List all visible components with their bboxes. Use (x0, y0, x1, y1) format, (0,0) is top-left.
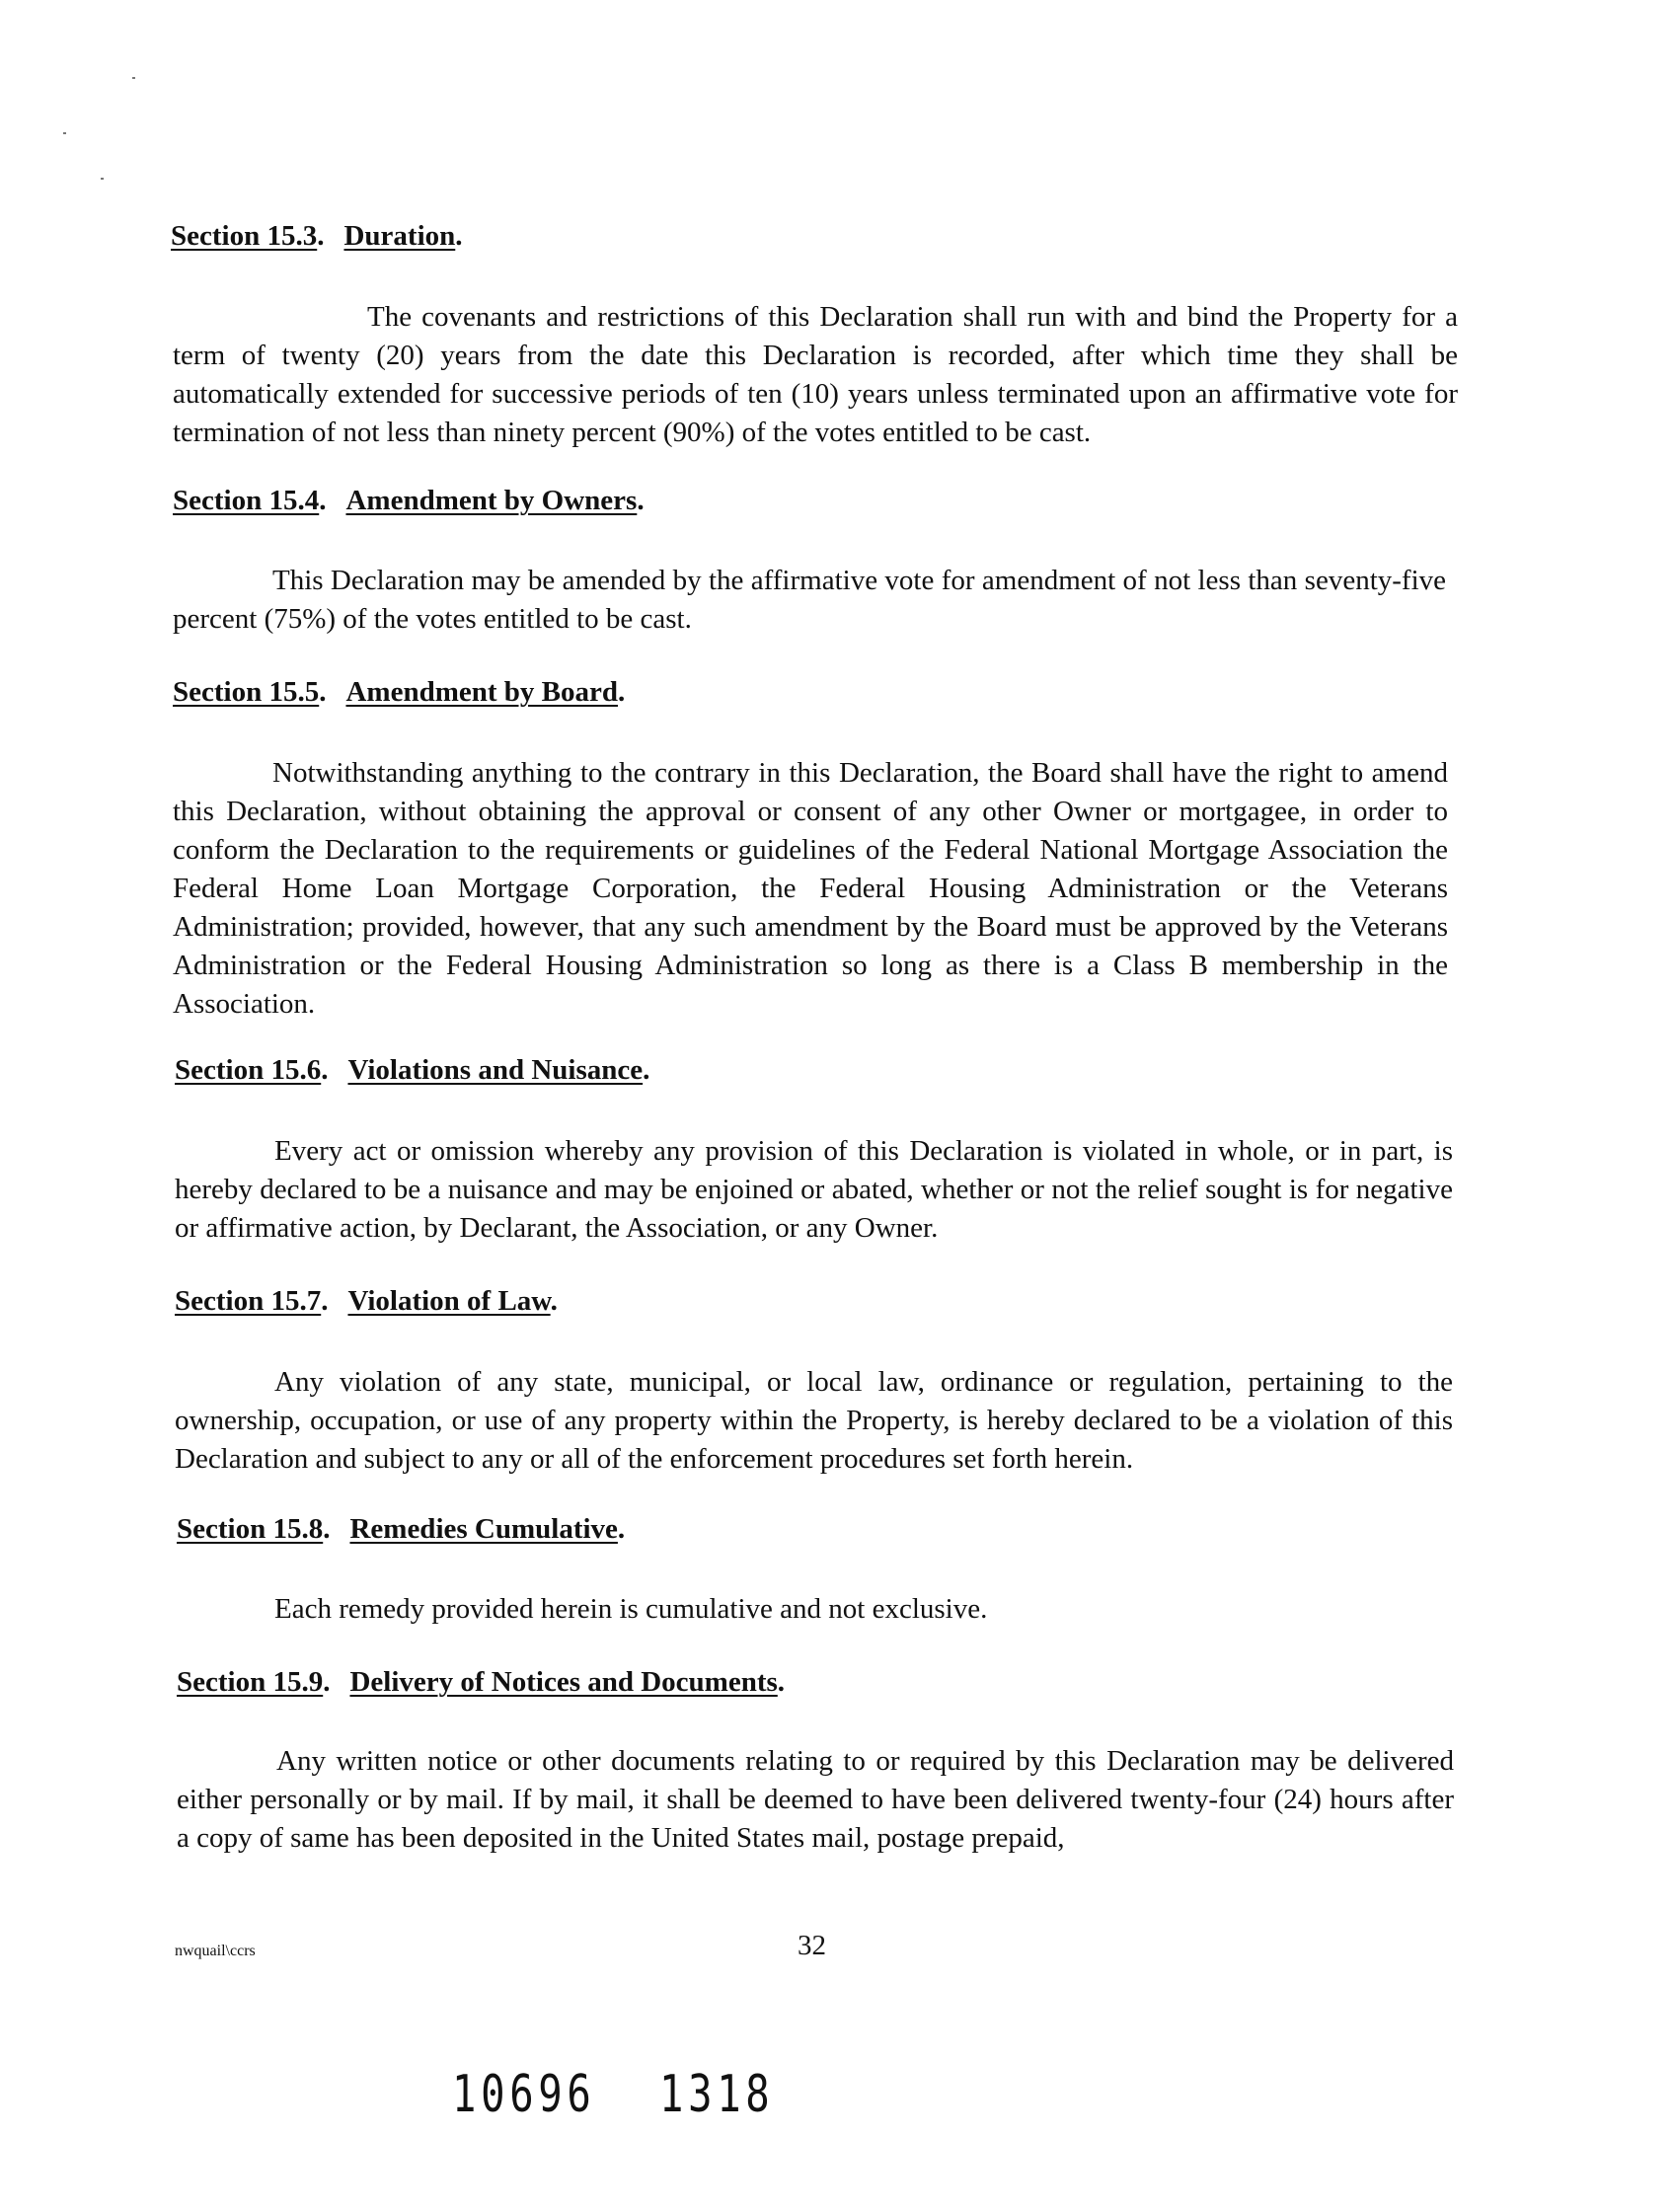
section-heading: Section 15.7. Violation of Law. (175, 1285, 558, 1317)
section-number: Section 15.4 (173, 485, 320, 516)
section-heading: Section 15.9. Delivery of Notices and Documents. (177, 1666, 786, 1698)
scan-speck (101, 178, 104, 180)
section-title: Amendment by Owners (345, 485, 638, 516)
recording-stamp-book: 10696 (452, 2065, 596, 2124)
section-title: Violations and Nuisance (347, 1054, 644, 1086)
section-body (177, 1742, 1454, 1858)
section-number: Section 15.9 (177, 1666, 324, 1698)
section-title: Remedies Cumulative (349, 1513, 618, 1545)
scan-speck (63, 132, 66, 134)
section-heading: Section 15.6. Violations and Nuisance. (175, 1054, 650, 1086)
scan-speck (132, 77, 135, 79)
section-heading: Section 15.3. Duration. (171, 220, 463, 252)
section-body (173, 298, 1458, 452)
section-text: The covenants and restrictions of this Declaration shall run with and bind the Property for a term of twenty (20) years from the date this Declaration is recorded, after which time they shall be automatically extended for successive periods of ten (10) years unless terminated upon an affirmative vote for termination of not less than ninety percent (90%) of the votes entitled to be cast. (173, 301, 1458, 448)
section-text: Notwithstanding anything to the contrary in this Declaration, the Board shall have the right to amend this Declaration, without obtaining the approval or consent of any other Owner or mortgagee, in order to conform the Declaration to the requirements or guidelines of the Federal National Mortgage Association the Federal Home Loan Mortgage Corporation, the Federal Housing Administration or the Veterans Administration; provided, however, that any such amendment by the Board must be approved by the Veterans Administration or the Federal Housing Administration so long as there is a Class B membership in the Association. (173, 757, 1448, 1020)
recording-stamp-page: 1318 (659, 2065, 775, 2124)
section-title: Duration (343, 220, 456, 252)
footer-file-reference: nwquail\ccrs (175, 1943, 256, 1959)
section-number: Section 15.8 (177, 1513, 324, 1545)
page-number: 32 (798, 1930, 826, 1961)
section-text: Any violation of any state, municipal, or local law, ordinance or regulation, pertaining to the ownership, occupation, or use of any property within the Property, is hereby declared to be a violation of this Declaration and subject to any or all of the enforcement procedures set forth herein. (175, 1366, 1453, 1475)
section-title: Violation of Law (347, 1285, 551, 1317)
section-text: Every act or omission whereby any provision of this Declaration is violated in whole, or in part, is hereby declared to be a nuisance and may be enjoined or abated, whether or not the relief sought is for negative or affirmative action, by Declarant, the Association, or any Owner. (175, 1135, 1453, 1244)
section-text: Any written notice or other documents relating to or required by this Declaration may be delivered either personally or by mail. If by mail, it shall be deemed to have been delivered twenty-four (24) hours after a copy of same has been deposited in the United States mail, postage prepaid, (177, 1745, 1454, 1854)
section-body (173, 754, 1448, 1024)
section-text: This Declaration may be amended by the affirmative vote for amendment of not less than seventy-five percent (75%) of the votes entitled to be cast. (173, 565, 1446, 635)
section-number: Section 15.6 (175, 1054, 322, 1086)
section-text: Each remedy provided herein is cumulative and not exclusive. (274, 1593, 988, 1625)
section-number: Section 15.7 (175, 1285, 322, 1317)
section-body (177, 1590, 1460, 1629)
section-body (175, 1363, 1453, 1479)
section-heading: Section 15.8. Remedies Cumulative. (177, 1513, 626, 1545)
section-title: Amendment by Board (345, 676, 618, 708)
section-body (175, 1132, 1453, 1248)
section-body (173, 562, 1446, 639)
section-heading: Section 15.4. Amendment by Owners. (173, 485, 645, 516)
section-number: Section 15.3 (171, 220, 318, 252)
section-title: Delivery of Notices and Documents (349, 1666, 778, 1698)
section-heading: Section 15.5. Amendment by Board. (173, 676, 626, 708)
section-number: Section 15.5 (173, 676, 320, 708)
